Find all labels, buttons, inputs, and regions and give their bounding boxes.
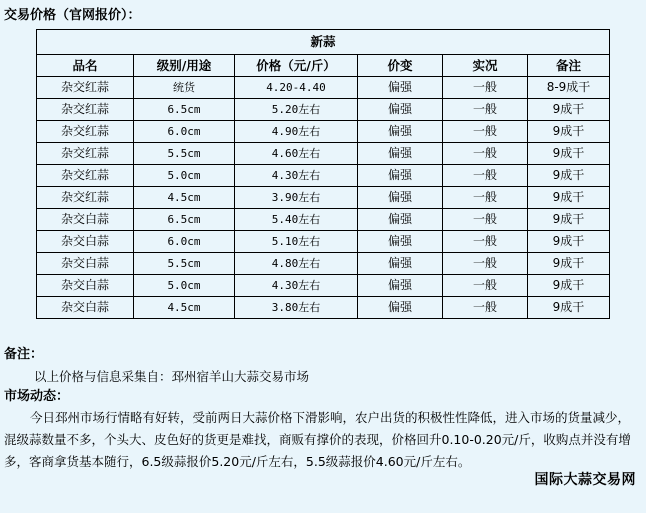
cell-grade: 4.5cm — [134, 297, 235, 318]
cell-change: 偏强 — [358, 165, 443, 187]
site-watermark: 国际大蒜交易网 — [534, 472, 636, 488]
cell-change: 偏强 — [358, 275, 443, 297]
cell-name: 杂交红蒜 — [37, 99, 134, 121]
price-heading: 交易价格（官网报价）： — [4, 8, 141, 23]
col-header-grade: 级别/用途 — [134, 55, 235, 77]
market-heading: 市场动态： — [4, 389, 70, 404]
cell-status: 一般 — [443, 297, 528, 318]
cell-status: 一般 — [443, 77, 528, 99]
cell-price: 4.30左右 — [235, 275, 358, 297]
cell-grade: 6.5cm — [134, 99, 235, 121]
cell-name: 杂交红蒜 — [37, 165, 134, 187]
cell-status: 一般 — [443, 187, 528, 209]
cell-price: 3.80左右 — [235, 297, 358, 318]
cell-price: 4.30左右 — [235, 165, 358, 187]
cell-price: 5.10左右 — [235, 231, 358, 253]
cell-status: 一般 — [443, 209, 528, 231]
table-row — [37, 165, 609, 187]
cell-name: 杂交红蒜 — [37, 77, 134, 99]
cell-status: 一般 — [443, 143, 528, 165]
note-text: 以上价格与信息采集自：邳州宿羊山大蒜交易市场 — [34, 369, 310, 384]
cell-price: 4.60左右 — [235, 143, 358, 165]
cell-status: 一般 — [443, 231, 528, 253]
col-header-change: 价变 — [358, 55, 443, 77]
table-row — [37, 209, 609, 231]
table-row — [37, 253, 609, 275]
cell-remark: 9成干 — [528, 253, 609, 275]
cell-grade: 6.0cm — [134, 121, 235, 143]
cell-price: 5.20左右 — [235, 99, 358, 121]
cell-remark: 9成干 — [528, 231, 609, 253]
table-row — [37, 77, 609, 99]
cell-change: 偏强 — [358, 143, 443, 165]
cell-name: 杂交红蒜 — [37, 187, 134, 209]
table-row — [37, 143, 609, 165]
cell-price: 4.90左右 — [235, 121, 358, 143]
table-row — [37, 187, 609, 209]
cell-name: 杂交白蒜 — [37, 253, 134, 275]
cell-name: 杂交白蒜 — [37, 275, 134, 297]
cell-grade: 6.5cm — [134, 209, 235, 231]
table-row — [37, 275, 609, 297]
col-header-status: 实况 — [443, 55, 528, 77]
table-row — [37, 231, 609, 253]
cell-status: 一般 — [443, 275, 528, 297]
cell-grade: 5.5cm — [134, 143, 235, 165]
cell-change: 偏强 — [358, 231, 443, 253]
market-text: 今日邳州市场行情略有好转，受前两日大蒜价格下滑影响，农户出货的积极性性降低，进入市场的货量减少，混级蒜数量不多，个头大、皮色好的货更是难找，商贩有撑价的表现，价格回升0.10-0.20元/斤，收购点并没有增多，客商拿货基本随行，6.5级蒜报价5.20元/斤左右，5.5级蒜报价4.60元/斤左右。 — [4, 410, 631, 469]
cell-change: 偏强 — [358, 99, 443, 121]
cell-remark: 8-9成干 — [528, 77, 609, 99]
cell-grade: 6.0cm — [134, 231, 235, 253]
cell-status: 一般 — [443, 165, 528, 187]
cell-price: 4.20-4.40 — [235, 77, 358, 99]
cell-name: 杂交红蒜 — [37, 143, 134, 165]
cell-status: 一般 — [443, 253, 528, 275]
cell-change: 偏强 — [358, 253, 443, 275]
cell-price: 3.90左右 — [235, 187, 358, 209]
cell-status: 一般 — [443, 121, 528, 143]
cell-grade: 统货 — [134, 77, 235, 99]
cell-remark: 9成干 — [528, 187, 609, 209]
cell-change: 偏强 — [358, 121, 443, 143]
table-title: 新蒜 — [37, 30, 609, 55]
col-header-remark: 备注 — [528, 55, 609, 77]
table-header-row — [37, 55, 609, 77]
cell-price: 5.40左右 — [235, 209, 358, 231]
table-row — [37, 297, 609, 318]
note-heading: 备注： — [4, 347, 44, 362]
cell-price: 4.80左右 — [235, 253, 358, 275]
cell-name: 杂交白蒜 — [37, 297, 134, 318]
cell-grade: 5.0cm — [134, 165, 235, 187]
price-table — [36, 29, 610, 319]
table-row — [37, 121, 609, 143]
cell-name: 杂交白蒜 — [37, 209, 134, 231]
cell-remark: 9成干 — [528, 99, 609, 121]
cell-grade: 5.5cm — [134, 253, 235, 275]
cell-remark: 9成干 — [528, 275, 609, 297]
cell-change: 偏强 — [358, 187, 443, 209]
cell-grade: 4.5cm — [134, 187, 235, 209]
cell-change: 偏强 — [358, 77, 443, 99]
cell-name: 杂交红蒜 — [37, 121, 134, 143]
cell-remark: 9成干 — [528, 121, 609, 143]
cell-remark: 9成干 — [528, 209, 609, 231]
cell-grade: 5.0cm — [134, 275, 235, 297]
cell-name: 杂交白蒜 — [37, 231, 134, 253]
cell-remark: 9成干 — [528, 143, 609, 165]
table-row — [37, 99, 609, 121]
cell-remark: 9成干 — [528, 165, 609, 187]
cell-status: 一般 — [443, 99, 528, 121]
col-header-name: 品名 — [37, 55, 134, 77]
cell-change: 偏强 — [358, 209, 443, 231]
col-header-price: 价格（元/斤） — [235, 55, 358, 77]
cell-change: 偏强 — [358, 297, 443, 318]
cell-remark: 9成干 — [552, 300, 585, 314]
